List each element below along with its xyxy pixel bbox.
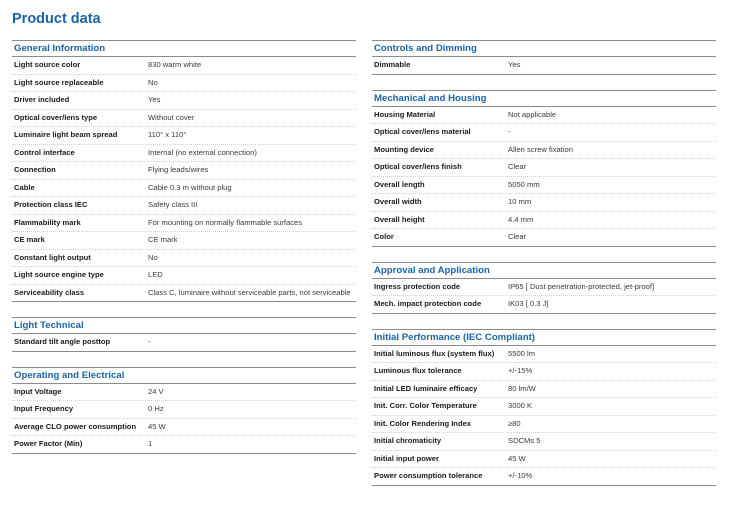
spec-value: LED <box>148 270 163 279</box>
spec-row <box>12 197 356 215</box>
spec-row <box>372 159 716 177</box>
spec-value: For mounting on normally flammable surfaces <box>148 217 303 227</box>
spec-row <box>12 401 356 419</box>
spec-row <box>12 180 356 198</box>
spec-label: Constant light output <box>14 252 91 262</box>
spec-value: - <box>148 337 151 346</box>
spec-label: Initial luminous flux (system flux) <box>374 348 495 358</box>
spec-row <box>372 212 716 230</box>
spec-label: CE mark <box>14 235 45 244</box>
spec-row <box>372 416 716 434</box>
section-initial-performance-iec-compliant <box>372 329 716 486</box>
spec-label: Average CLO power consumption <box>14 421 137 431</box>
section-controls-and-dimming <box>372 40 716 75</box>
spec-row <box>372 468 716 485</box>
spec-label: Input Voltage <box>14 386 62 396</box>
spec-value: 3000 K <box>508 401 533 410</box>
spec-label: Cable <box>14 182 35 192</box>
spec-label: Flammability mark <box>14 217 81 227</box>
spec-value: 110° x 110° <box>148 130 187 139</box>
spec-value: Clear <box>508 232 527 241</box>
spec-value: No <box>148 77 158 87</box>
spec-row <box>12 334 356 351</box>
spec-row <box>12 57 356 75</box>
spec-label: Init. Corr. Color Temperature <box>374 401 477 410</box>
spec-row <box>372 57 716 74</box>
left-column <box>12 40 356 469</box>
spec-value: IK03 [ 0.3 J] <box>508 299 549 308</box>
spec-label: Initial chromaticity <box>374 436 442 445</box>
spec-label: Overall length <box>374 179 425 189</box>
spec-row <box>372 296 716 313</box>
spec-row <box>372 433 716 451</box>
section-operating-and-electrical <box>12 367 356 454</box>
spec-value: Internal (no external connection) <box>148 147 257 157</box>
spec-value: IP65 [ Dust penetration-protected, jet-proof] <box>508 281 655 291</box>
spec-value: Yes <box>508 60 521 69</box>
spec-label: Overall width <box>374 197 422 206</box>
spec-label: Driver included <box>14 95 70 104</box>
spec-label: Power consumption tolerance <box>374 471 483 480</box>
spec-row <box>372 107 716 125</box>
spec-row <box>12 75 356 93</box>
spec-value: 0 Hz <box>148 404 164 413</box>
spec-row <box>12 419 356 437</box>
spec-label: Optical cover/lens material <box>374 127 471 136</box>
spec-value: Not applicable <box>508 109 557 119</box>
spec-label: Light source engine type <box>14 270 104 279</box>
spec-value: SDCMs 5 <box>508 436 541 445</box>
spec-row <box>12 285 356 302</box>
section-title: Light Technical <box>12 317 356 334</box>
section-title: General Information <box>12 40 356 57</box>
spec-value: Flying leads/wires <box>148 165 209 174</box>
spec-row <box>12 145 356 163</box>
spec-label: Protection class IEC <box>14 200 88 209</box>
spec-value: 1 <box>148 439 153 448</box>
spec-label: Overall height <box>374 214 425 224</box>
spec-value: 10 mm <box>508 197 532 206</box>
spec-value: Clear <box>508 162 527 171</box>
spec-row <box>372 363 716 381</box>
spec-value: CE mark <box>148 235 178 244</box>
spec-value: Cable 0.3 m without plug <box>148 182 232 192</box>
spec-value: 45 W <box>148 421 166 431</box>
spec-label: Init. Color Rendering Index <box>374 418 472 428</box>
spec-row <box>372 398 716 416</box>
section-title: Operating and Electrical <box>12 367 356 384</box>
spec-row <box>12 162 356 180</box>
spec-label: Optical cover/lens finish <box>374 162 462 171</box>
spec-row <box>372 177 716 195</box>
spec-row <box>12 127 356 145</box>
spec-row <box>12 267 356 285</box>
spec-label: Input Frequency <box>14 404 74 413</box>
spec-row <box>12 250 356 268</box>
section-approval-and-application <box>372 262 716 314</box>
spec-row <box>12 92 356 110</box>
spec-value: 5500 lm <box>508 348 536 358</box>
page-title: Product data <box>12 11 101 27</box>
spec-value: Without cover <box>148 112 195 122</box>
spec-row <box>12 232 356 250</box>
right-column <box>372 40 716 501</box>
spec-label: Dimmable <box>374 60 411 69</box>
spec-label: Initial input power <box>374 453 439 463</box>
section-title: Mechanical and Housing <box>372 90 716 107</box>
spec-value: Class C, luminaire without serviceable parts, not serviceable <box>148 287 351 297</box>
spec-label: Color <box>374 232 394 241</box>
spec-label: Serviceability class <box>14 287 85 297</box>
spec-label: Control interface <box>14 147 75 157</box>
spec-value: +/-10% <box>508 471 533 480</box>
section-title: Controls and Dimming <box>372 40 716 57</box>
spec-label: Housing Material <box>374 109 436 119</box>
spec-label: Optical cover/lens type <box>14 112 98 122</box>
spec-value: 4.4 mm <box>508 214 534 224</box>
spec-label: Mech. impact protection code <box>374 299 482 308</box>
spec-row <box>372 451 716 469</box>
spec-row <box>372 229 716 246</box>
spec-label: Light source color <box>14 60 81 69</box>
spec-label: Ingress protection code <box>374 281 461 291</box>
section-mechanical-and-housing <box>372 90 716 247</box>
spec-label: Standard tilt angle posttop <box>14 337 111 346</box>
spec-value: No <box>148 252 158 262</box>
section-light-technical <box>12 317 356 352</box>
spec-label: Luminaire light beam spread <box>14 130 118 139</box>
spec-value: Yes <box>148 95 161 104</box>
spec-label: Luminous flux tolerance <box>374 366 462 375</box>
section-title: Initial Performance (IEC Compliant) <box>372 329 716 346</box>
spec-row <box>12 436 356 453</box>
spec-row <box>372 142 716 160</box>
spec-row <box>372 381 716 399</box>
spec-row <box>12 384 356 402</box>
spec-row <box>372 346 716 364</box>
section-general-information <box>12 40 356 302</box>
spec-label: Light source replaceable <box>14 77 104 87</box>
spec-value: 45 W <box>508 453 526 463</box>
spec-label: Connection <box>14 165 56 174</box>
spec-row <box>12 110 356 128</box>
spec-label: Initial LED luminaire efficacy <box>374 383 478 393</box>
spec-row <box>372 124 716 142</box>
spec-value: +/-15% <box>508 366 533 375</box>
spec-value: 5050 mm <box>508 179 540 189</box>
spec-value: ≥80 <box>508 418 521 428</box>
section-title: Approval and Application <box>372 262 716 279</box>
spec-value: Safety class III <box>148 200 198 209</box>
spec-value: Allen screw fixation <box>508 144 573 154</box>
spec-row <box>372 279 716 297</box>
spec-label: Mounting device <box>374 144 434 154</box>
spec-row <box>372 194 716 212</box>
spec-row <box>12 215 356 233</box>
spec-value: 24 V <box>148 386 164 396</box>
spec-label: Power Factor (Min) <box>14 439 83 448</box>
spec-value: 830 warm white <box>148 60 202 69</box>
spec-value: - <box>508 127 511 136</box>
spec-value: 80 lm/W <box>508 383 536 393</box>
